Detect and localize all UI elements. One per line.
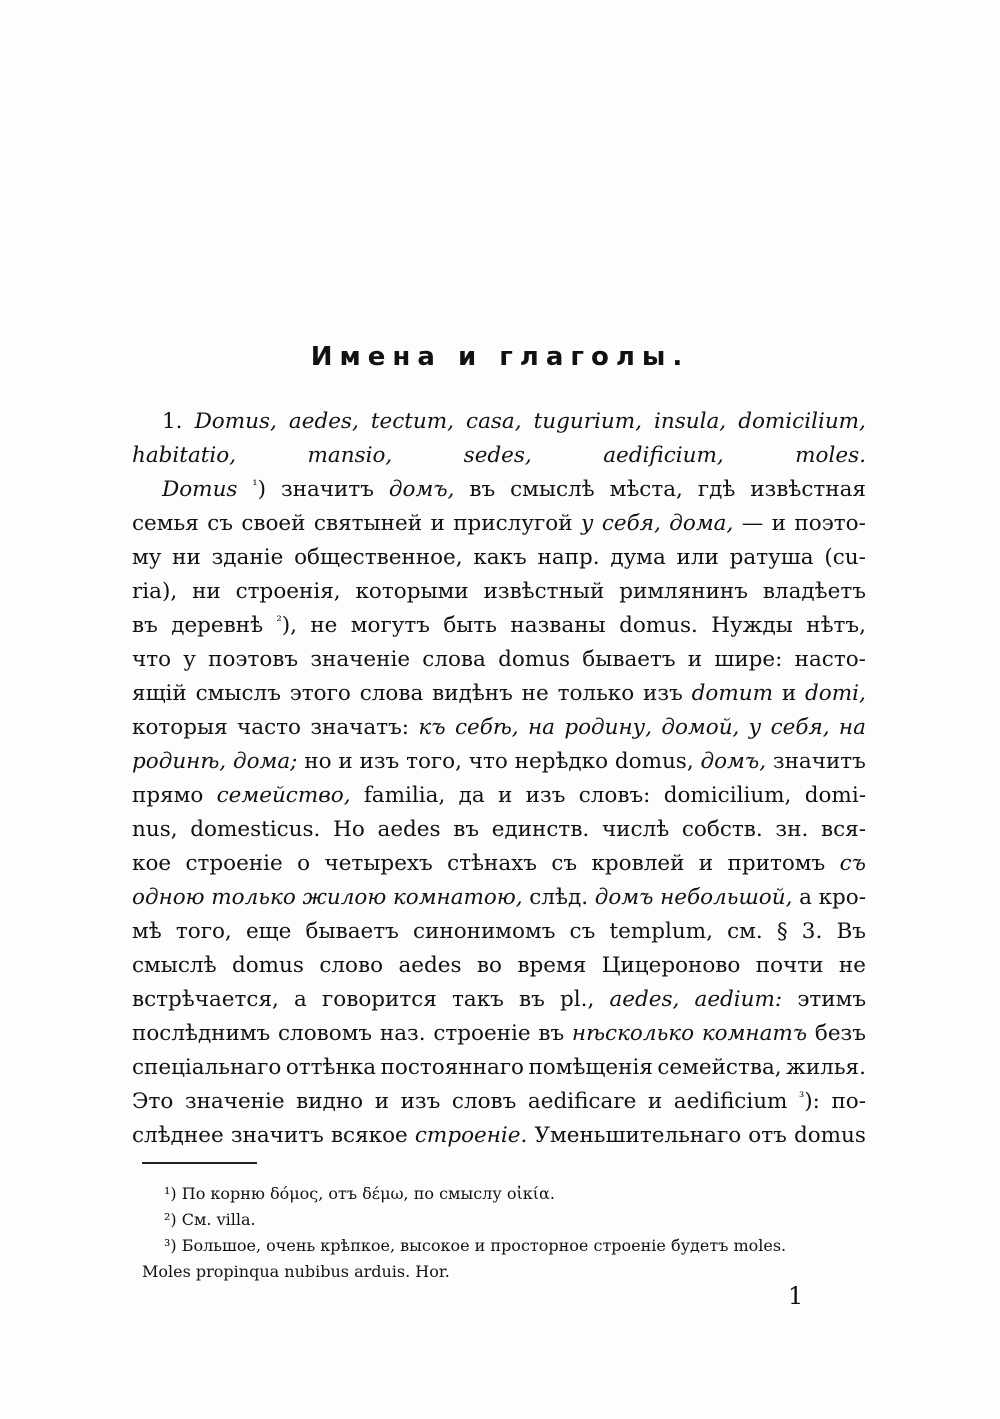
text-line — [132, 609, 866, 643]
word: Domus, — [194, 409, 277, 434]
word: смыслѣ — [510, 477, 595, 502]
word: domus, — [614, 749, 694, 774]
word: общественное, — [294, 545, 463, 570]
word: pl., — [559, 987, 595, 1012]
footnote: ³) Большое, очень крѣпкое, высокое и просторное строеніе будетъ moles. — [164, 1236, 787, 1255]
word: строеніе — [433, 1021, 531, 1046]
word: названы — [510, 613, 606, 638]
footnote: ¹) По корню δόμος, отъ δέμω, по смыслу οἰκία. — [164, 1184, 555, 1203]
word: шире: — [714, 647, 783, 672]
word: встрѣчается, — [132, 987, 279, 1012]
word: domi- — [804, 783, 866, 808]
text-line — [132, 439, 866, 473]
word: nus, — [132, 817, 178, 842]
word: у — [748, 715, 762, 740]
word: слово — [319, 953, 384, 978]
word: семейства, — [657, 1055, 782, 1080]
word: domi, — [805, 681, 866, 706]
word: дума — [610, 545, 666, 570]
word: см. — [727, 919, 763, 944]
word: дома, — [669, 511, 734, 536]
word: слѣднее — [132, 1123, 224, 1148]
word: слова — [359, 681, 424, 706]
word: комнатъ — [701, 1021, 808, 1046]
word: домъ, — [700, 749, 767, 774]
word: domus. — [619, 613, 698, 638]
word: извѣстная — [750, 477, 866, 502]
word: почти — [755, 953, 824, 978]
word: вся- — [821, 817, 866, 842]
word: только — [557, 681, 635, 706]
word: $^{^3}$): — [799, 1089, 820, 1114]
word: кровлей — [591, 851, 685, 876]
word: и — [771, 511, 786, 536]
word: того, — [175, 919, 232, 944]
word: изъ — [400, 1089, 441, 1114]
word: родинѣ, — [132, 749, 227, 774]
word: у — [580, 511, 594, 536]
word: числѣ — [601, 817, 670, 842]
word: быть — [443, 613, 498, 638]
word: четырехъ — [324, 851, 433, 876]
word: зданіе — [211, 545, 284, 570]
word: ria), — [132, 579, 178, 604]
word: aedificium, — [603, 443, 724, 468]
word: собств. — [681, 817, 763, 842]
word: и — [430, 511, 445, 536]
word: синонимомъ — [413, 919, 556, 944]
word: этого — [289, 681, 351, 706]
word: гдѣ — [697, 477, 736, 502]
text-line — [132, 949, 866, 983]
text-line — [132, 677, 866, 711]
word: своей — [241, 511, 306, 536]
word: у — [183, 647, 196, 672]
word: помѣщенія — [528, 1055, 653, 1080]
text-line — [132, 813, 866, 847]
text-line — [132, 745, 866, 779]
word: sedes, — [463, 443, 532, 468]
word: прислугой — [453, 511, 573, 536]
word: значатъ: — [310, 715, 410, 740]
word: притомъ — [727, 851, 826, 876]
word: видѣнъ — [432, 681, 513, 706]
word: съ — [551, 851, 578, 876]
word: значитъ — [280, 477, 374, 502]
word: domus — [498, 647, 571, 672]
word: напр. — [537, 545, 600, 570]
word: святыней — [313, 511, 423, 536]
body-text — [132, 405, 866, 1153]
word: комнатою, — [392, 885, 523, 910]
word: строеніе — [185, 851, 283, 876]
word: нѣсколько — [571, 1021, 695, 1046]
word: му — [132, 545, 162, 570]
word: familia, — [363, 783, 446, 808]
text-line — [132, 1085, 866, 1119]
word: и — [687, 647, 703, 672]
word: строенія, — [235, 579, 341, 604]
word: по- — [831, 1089, 866, 1114]
word: владѣетъ — [762, 579, 866, 604]
word: еще — [245, 919, 292, 944]
word: domicilium, — [663, 783, 792, 808]
text-line — [132, 643, 866, 677]
word: но — [304, 749, 332, 774]
word: отъ — [748, 1123, 787, 1148]
word: оттѣнка — [285, 1055, 377, 1080]
word: словомъ — [278, 1021, 373, 1046]
word: domum — [691, 681, 773, 706]
word: въ — [132, 613, 158, 638]
page-title: Имена и глаголы. — [310, 342, 690, 372]
word: aedium: — [694, 987, 783, 1012]
word: ни — [192, 579, 221, 604]
word: строеніе. — [414, 1123, 528, 1148]
word: (cu- — [824, 545, 866, 570]
word: стѣнахъ — [447, 851, 537, 876]
word: смыслѣ — [132, 953, 217, 978]
word: habitatio, — [132, 443, 237, 468]
word: значеніе — [310, 647, 411, 672]
word: слова — [422, 647, 486, 672]
word: aedes, — [609, 987, 680, 1012]
word: tugurium, — [533, 409, 642, 434]
word: Нужды — [711, 613, 793, 638]
word: не — [310, 613, 338, 638]
word: и — [338, 749, 353, 774]
word: и — [698, 851, 714, 876]
word: 3. — [801, 919, 823, 944]
word: смыслъ — [195, 681, 281, 706]
word: безъ — [814, 1021, 866, 1046]
footnote: ²) См. villa. — [164, 1210, 256, 1229]
text-line — [132, 881, 866, 915]
word: значитъ — [230, 1123, 324, 1148]
word: domus — [231, 953, 304, 978]
word: деревнѣ — [171, 613, 264, 638]
word: aedificare — [527, 1089, 637, 1114]
word: casa, — [466, 409, 522, 434]
word: Это — [132, 1089, 174, 1114]
word: aedes — [377, 817, 441, 842]
word: domus — [793, 1123, 866, 1148]
word: словъ — [451, 1089, 517, 1114]
word: кро- — [818, 885, 866, 910]
word: семейство, — [216, 783, 351, 808]
word: да — [458, 783, 485, 808]
word: что — [468, 749, 508, 774]
word: себѣ, — [454, 715, 519, 740]
word: на — [528, 715, 555, 740]
word: Въ — [836, 919, 866, 944]
word: могутъ — [350, 613, 430, 638]
word: мѣ — [132, 919, 162, 944]
text-line — [132, 915, 866, 949]
word: наз. — [379, 1021, 426, 1046]
word: aedificium — [673, 1089, 788, 1114]
text-line — [132, 575, 866, 609]
word: и — [781, 681, 797, 706]
word: бываетъ — [305, 919, 399, 944]
word: что — [132, 647, 172, 672]
word: ящій — [132, 681, 187, 706]
word: послѣднимъ — [132, 1021, 271, 1046]
word: — — [741, 511, 764, 536]
word: Уменьшительнаго — [534, 1123, 742, 1148]
word: а — [799, 885, 812, 910]
word: 1. — [162, 409, 183, 434]
word: время — [517, 953, 587, 978]
word: кое — [132, 851, 172, 876]
word: aedes, — [288, 409, 359, 434]
word: въ — [453, 817, 480, 842]
word: насто- — [794, 647, 866, 672]
word: семья — [132, 511, 199, 536]
word: templum, — [609, 919, 713, 944]
word: дома; — [232, 749, 298, 774]
word: ни — [172, 545, 201, 570]
word: значитъ — [772, 749, 866, 774]
word: не — [838, 953, 866, 978]
word: такъ — [452, 987, 504, 1012]
word: постояннаго — [380, 1055, 524, 1080]
word: Цицероново — [601, 953, 741, 978]
word: словъ: — [578, 783, 651, 808]
word: значеніе — [184, 1089, 285, 1114]
word: домой, — [661, 715, 740, 740]
word: домъ, — [388, 477, 455, 502]
word: tectum, — [370, 409, 454, 434]
text-line — [132, 847, 866, 881]
word: не — [521, 681, 549, 706]
word: domicilium, — [738, 409, 866, 434]
word: говорится — [322, 987, 437, 1012]
word: этимъ — [797, 987, 866, 1012]
word: извѣстный — [483, 579, 605, 604]
word: поэтовъ — [208, 647, 299, 672]
word: изъ — [359, 749, 400, 774]
word: слѣд. — [529, 885, 589, 910]
text-line — [132, 983, 866, 1017]
text-line — [132, 473, 866, 507]
word: которыя — [132, 715, 228, 740]
word: въ — [469, 477, 496, 502]
word: всякое — [330, 1123, 408, 1148]
word: ратуша — [729, 545, 814, 570]
word: домъ — [594, 885, 654, 910]
word: съ — [569, 919, 596, 944]
word: изъ — [643, 681, 683, 706]
word: Но — [333, 817, 365, 842]
page-number: 1 — [788, 1282, 804, 1310]
word: мѣста, — [609, 477, 683, 502]
word: часто — [237, 715, 301, 740]
word: спеціальнаго — [132, 1055, 282, 1080]
word: видно — [296, 1089, 364, 1114]
word: того, — [406, 749, 462, 774]
word: небольшой, — [660, 885, 793, 910]
word: въ — [519, 987, 545, 1012]
word: и — [497, 783, 513, 808]
word: а — [294, 987, 307, 1012]
word: и — [647, 1089, 663, 1114]
footnotes — [142, 1181, 867, 1285]
word: на — [838, 715, 866, 740]
text-line — [132, 1119, 866, 1153]
text-line — [132, 1017, 866, 1051]
text-line — [132, 779, 866, 813]
word: съ — [207, 511, 233, 536]
word: о — [297, 851, 311, 876]
word: нерѣдко — [514, 749, 609, 774]
word: поэто- — [794, 511, 866, 536]
word: родину, — [564, 715, 652, 740]
word: римлянинъ — [619, 579, 748, 604]
text-line — [132, 405, 866, 439]
word: единств. — [491, 817, 590, 842]
text-line — [132, 541, 866, 575]
word: съ — [839, 851, 866, 876]
word: себя, — [770, 715, 830, 740]
word: бываетъ — [582, 647, 676, 672]
word: какъ — [473, 545, 527, 570]
word: одною — [132, 885, 205, 910]
text-line — [132, 711, 866, 745]
word: domesticus. — [190, 817, 321, 842]
word: къ — [418, 715, 446, 740]
word: или — [676, 545, 719, 570]
word: которыми — [355, 579, 469, 604]
word: жилою — [302, 885, 387, 910]
word: moles. — [795, 443, 866, 468]
word: mansio, — [307, 443, 393, 468]
footnote: Moles propinqua nubibus arduis. Hor. — [142, 1262, 450, 1281]
word: зн. — [775, 817, 809, 842]
word: въ — [538, 1021, 565, 1046]
word: жилья. — [786, 1055, 866, 1080]
word: нѣтъ, — [806, 613, 866, 638]
footnote-rule — [142, 1162, 257, 1164]
word: себя, — [601, 511, 661, 536]
word: изъ — [525, 783, 566, 808]
word: insula, — [654, 409, 727, 434]
text-line — [132, 1051, 866, 1085]
word: прямо — [132, 783, 204, 808]
word: и — [374, 1089, 390, 1114]
word: только — [211, 885, 296, 910]
text-line — [132, 507, 866, 541]
word: aedes — [398, 953, 462, 978]
word: $^{^1}$) — [252, 477, 266, 502]
word: $^{^2}$), — [276, 613, 297, 638]
word: § — [776, 919, 788, 944]
word: во — [476, 953, 502, 978]
word: Domus — [162, 477, 238, 502]
